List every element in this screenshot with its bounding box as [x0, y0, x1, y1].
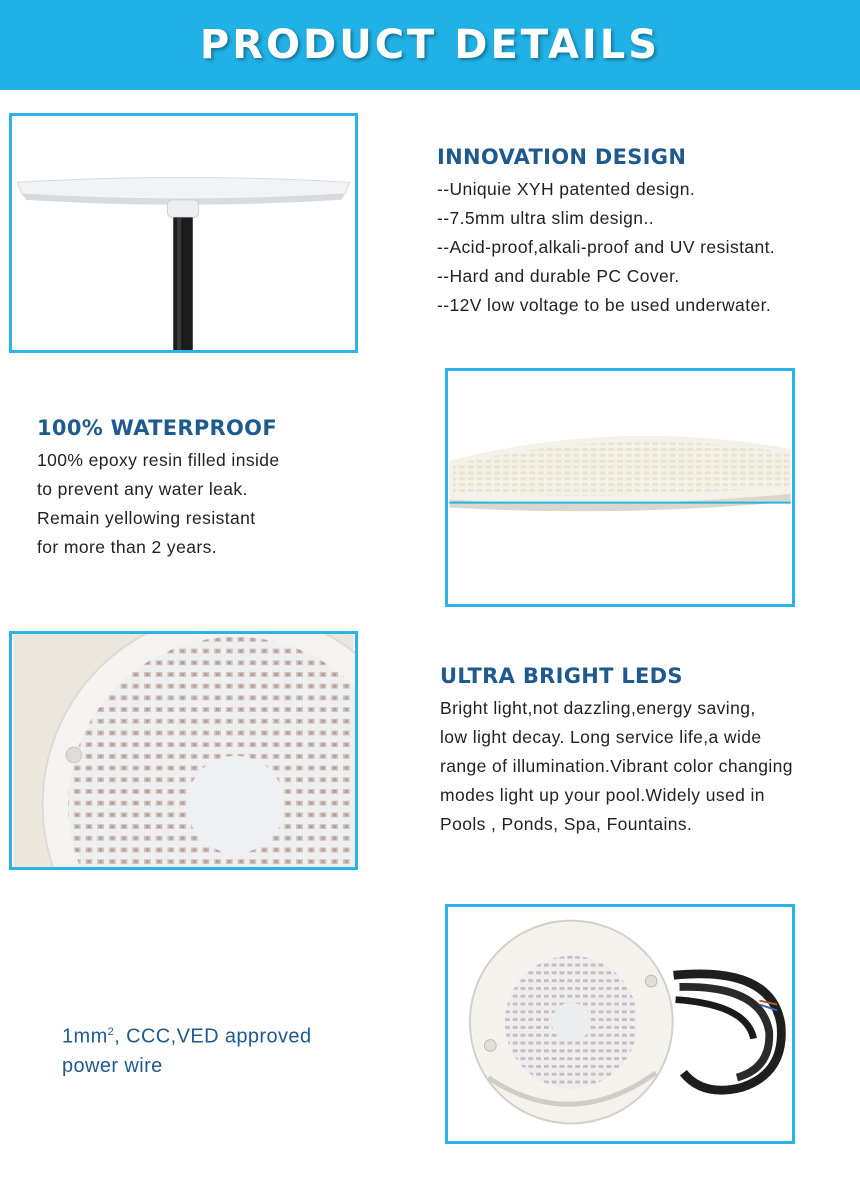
power-wire-line-1: $1mm^2$, CCC,VED approved — [62, 1025, 312, 1048]
innovation-line-1: --Uniquie XYH patented design. — [437, 179, 696, 199]
header-banner — [0, 0, 860, 90]
full-lamp-illustration — [448, 907, 792, 1141]
waterproof-line-3: Remain yellowing resistant — [37, 508, 256, 528]
waterproof-line-4: for more than 2 years. — [37, 537, 217, 557]
led-closeup-illustration — [12, 634, 355, 867]
leds-line-3: range of illumination.Vibrant color changing — [440, 756, 793, 776]
leds-heading: ULTRA BRIGHT LEDS — [440, 664, 683, 688]
led-edge-illustration — [448, 371, 792, 604]
full-lamp-image — [445, 904, 795, 1144]
leds-line-5: Pools , Ponds, Spa, Fountains. — [440, 814, 693, 834]
leds-line-2: low light decay. Long service life,a wide — [440, 727, 762, 747]
lamp-side-illustration — [12, 116, 355, 350]
innovation-line-5: --12V low voltage to be used underwater. — [437, 295, 772, 315]
waterproof-heading: 100% WATERPROOF — [37, 416, 277, 440]
leds-line-4: modes light up your pool.Widely used in — [440, 785, 765, 805]
power-wire-line-2: power wire — [62, 1054, 163, 1077]
led-edge-image — [445, 368, 795, 607]
innovation-line-4: --Hard and durable PC Cover. — [437, 266, 680, 286]
led-closeup-image — [9, 631, 358, 870]
page-title: PRODUCT DETAILS — [199, 22, 661, 68]
innovation-heading: INNOVATION DESIGN — [437, 145, 687, 169]
waterproof-section — [37, 416, 377, 562]
innovation-line-2: --7.5mm ultra slim design.. — [437, 208, 654, 228]
product-side-image — [9, 113, 358, 353]
power-wire-section — [62, 1018, 382, 1081]
innovation-design-section — [437, 145, 857, 320]
ultra-bright-leds-section — [440, 664, 858, 839]
waterproof-line-2: to prevent any water leak. — [37, 479, 248, 499]
innovation-line-3: --Acid-proof,alkali-proof and UV resistant. — [437, 237, 776, 257]
waterproof-line-1: 100% epoxy resin filled inside — [37, 450, 280, 470]
leds-line-1: Bright light,not dazzling,energy saving, — [440, 698, 756, 718]
